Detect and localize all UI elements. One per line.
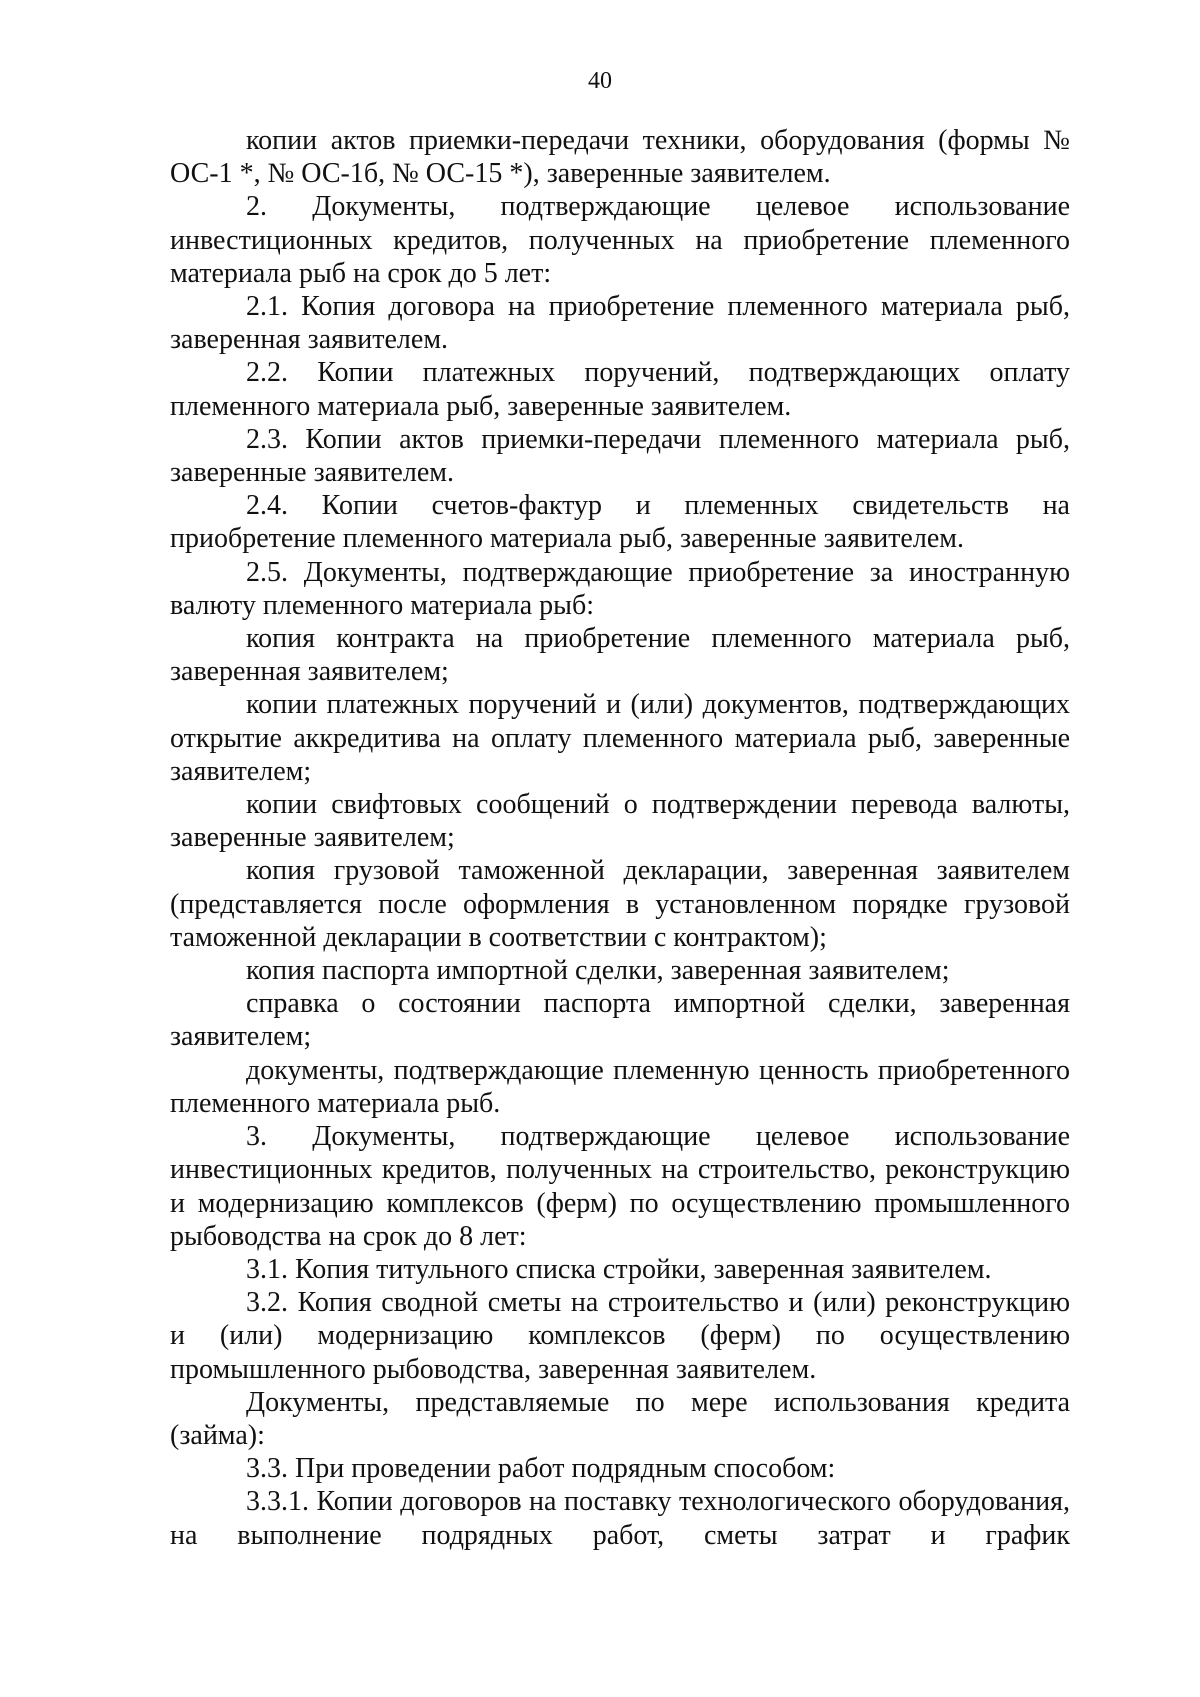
paragraph-3-2: 3.2. Копия сводной сметы на строительство и (или) реконструкцию и (или) модернизацию комплексов (ферм) по осуществлению промышленного рыбоводства, заверенная заявителем. [170, 1287, 1070, 1385]
paragraph-2-3: 2.3. Копии актов приемки-передачи племенного материала рыб, заверенные заявителем. [170, 423, 1070, 489]
paragraph-2-4: 2.4. Копии счетов-фактур и племенных свидетельств на приобретение племенного материала рыб, заверенные заявителем. [170, 490, 1070, 555]
page-number: 40 [588, 68, 612, 94]
paragraph-breeding-value: документы, подтверждающие племенную ценность приобретенного племенного материала рыб. [170, 1054, 1070, 1119]
paragraph-customs-declaration: копия грузовой таможенной декларации, заверенная заявителем (представляется после оформления в установленном порядке грузовой таможенной декларации в соответствии с контрактом); [170, 855, 1070, 953]
paragraph-3-3-1: 3.3.1. Копии договоров на поставку технологического оборудования, на выполнение подрядных работ, сметы затрат и график [170, 1486, 1070, 1551]
paragraph-3-3: 3.3. При проведении работ подрядным способом: [246, 1453, 836, 1485]
paragraph-act-copies: копии актов приемки-передачи техники, оборудования (формы № ОС-1 *, № ОС-1б, № ОС-15 *), заверенные заявителем. [170, 125, 1070, 190]
paragraph-loan-usage-docs: Документы, представляемые по мере использования кредита (займа): [170, 1386, 1070, 1451]
paragraph-2-1: 2.1. Копия договора на приобретение племенного материала рыб, заверенная заявителем. [170, 291, 1070, 356]
paragraph-3-1: 3.1. Копия титульного списка стройки, заверенная заявителем. [246, 1253, 992, 1285]
paragraph-section-2: 2. Документы, подтверждающие целевое использование инвестиционных кредитов, полученных на приобретение племенного материала рыб на срок до 5 лет: [170, 191, 1070, 289]
paragraph-contract-copy: копия контракта на приобретение племенного материала рыб, заверенная заявителем; [170, 623, 1070, 688]
paragraph-payment-orders: копии платежных поручений и (или) документов, подтверждающих открытие аккредитива на оплату племенного материала рыб, заверенные заявителем; [170, 689, 1070, 787]
paragraph-section-3: 3. Документы, подтверждающие целевое использование инвестиционных кредитов, полученных на строительство, реконструкцию и модернизацию комплексов (ферм) по осуществлению промышленного рыбоводства на срок до 8 лет: [170, 1121, 1070, 1252]
document-body [170, 124, 1070, 1552]
paragraph-import-passport: копия паспорта импортной сделки, заверенная заявителем; [246, 955, 950, 987]
paragraph-2-2: 2.2. Копии платежных поручений, подтверждающих оплату племенного материала рыб, заверенные заявителем. [170, 357, 1070, 422]
paragraph-passport-status: справка о состоянии паспорта импортной сделки, заверенная заявителем; [170, 988, 1070, 1053]
paragraph-2-5: 2.5. Документы, подтверждающие приобретение за иностранную валюту племенного материала рыб: [170, 556, 1070, 621]
paragraph-swift-messages: копии свифтовых сообщений о подтверждении перевода валюты, заверенные заявителем; [170, 789, 1070, 854]
